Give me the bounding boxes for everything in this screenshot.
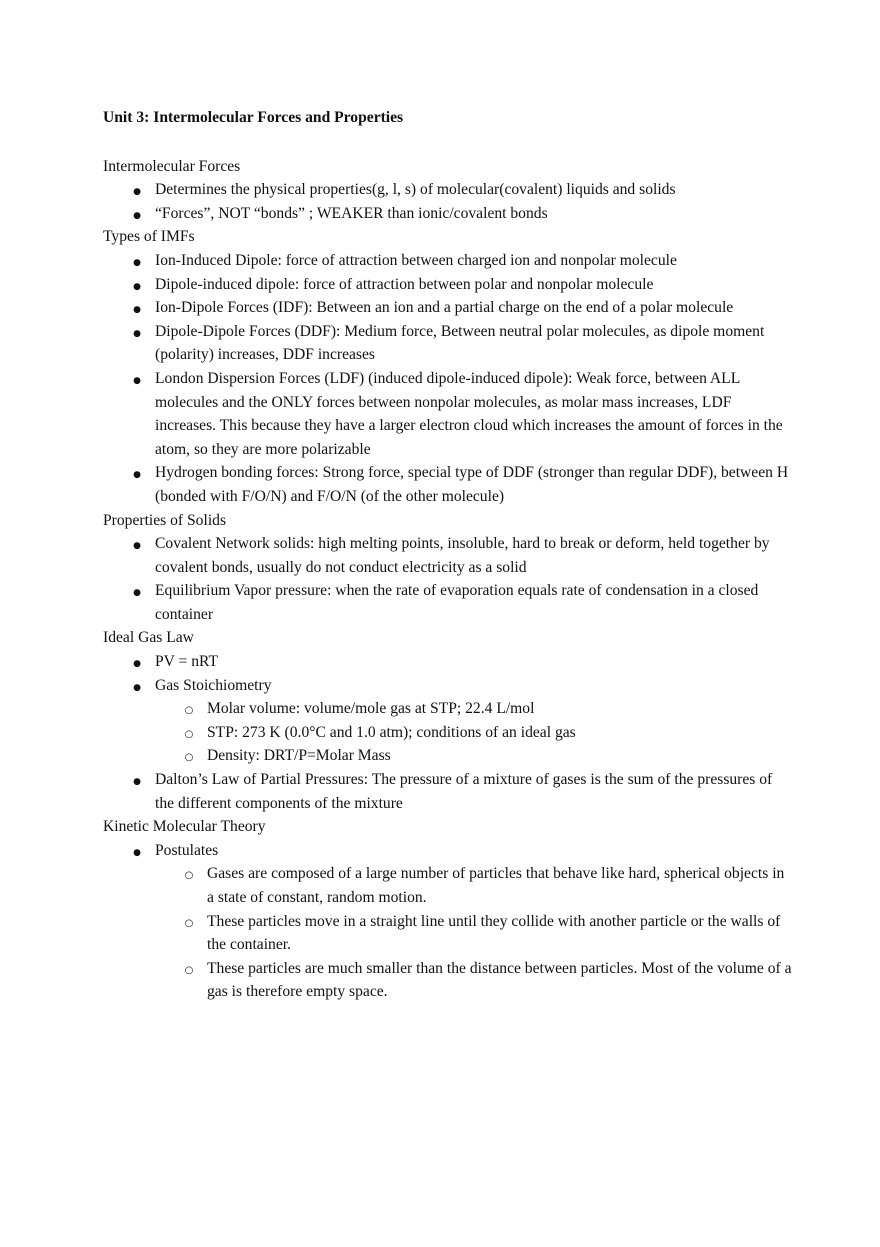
types-list <box>103 249 793 509</box>
bullet-icon <box>130 296 144 323</box>
list-item: ● Dalton’s Law of Partial Pressures: The pressure of a mixture of gases is the sum of the pressures of the different components of the mixture <box>103 768 793 815</box>
sub-list-item: ○ These particles are much smaller than the distance between particles. Most of the volume of a gas is therefore empty space. <box>155 957 793 1004</box>
page-title: Unit 3: Intermolecular Forces and Properties <box>103 109 404 126</box>
list-item: ● Ion-Dipole Forces (IDF): Between an ion and a partial charge on the end of a polar molecule <box>103 296 793 320</box>
section-heading-solids: Properties of Solids <box>103 511 227 529</box>
section-heading-types: Types of IMFs <box>103 228 195 246</box>
bullet-icon <box>130 532 144 559</box>
list-item: ● “Forces”, NOT “bonds” ; WEAKER than ionic/covalent bonds <box>103 202 793 226</box>
list-item: ● Hydrogen bonding forces: Strong force, special type of DDF (stronger than regular DDF), between H (bonded with F/O/N) and F/O/N (of the other molecule) <box>103 461 793 508</box>
sub-list-item: ○ STP: 273 K (0.0°C and 1.0 atm); conditions of an ideal gas <box>155 721 793 745</box>
list-item: ● Postulates ○ Gases are composed of a large number of particles that behave like hard, spherical objects in a state of constant, random motion. ○ These particles move in a straight line until they collide with another particle or the walls of the container. ○ These particles are much smaller than the distance between particles. Most of the volume of a gas is therefore empty space. <box>103 839 793 1004</box>
circle-bullet-icon <box>182 862 196 888</box>
solids-list <box>103 532 793 626</box>
circle-bullet-icon <box>182 910 196 936</box>
list-item: ● Dipole-induced dipole: force of attraction between polar and nonpolar molecule <box>103 273 793 297</box>
list-item: ● Dipole-Dipole Forces (DDF): Medium force, Between neutral polar molecules, as dipole moment (polarity) increases, DDF increases <box>103 320 793 367</box>
imf-list <box>103 178 793 225</box>
section-heading-imf: Intermolecular Forces <box>103 157 241 175</box>
sub-list-item: ○ Density: DRT/P=Molar Mass <box>155 744 793 768</box>
kmt-sublist <box>103 862 793 1004</box>
circle-bullet-icon <box>182 744 196 770</box>
list-item: ● PV = nRT <box>103 650 793 674</box>
list-item: ● Covalent Network solids: high melting points, insoluble, hard to break or deform, held together by covalent bonds, usually do not conduct electricity as a solid <box>103 532 793 579</box>
bullet-icon <box>130 249 144 276</box>
list-item: ● Ion-Induced Dipole: force of attraction between charged ion and nonpolar molecule <box>103 249 793 273</box>
list-item: ● Equilibrium Vapor pressure: when the rate of evaporation equals rate of condensation in a closed container <box>103 579 793 626</box>
document-body <box>103 106 793 1004</box>
list-item: ● Gas Stoichiometry ○ Molar volume: volume/mole gas at STP; 22.4 L/mol ○ STP: 273 K (0.0°C and 1.0 atm); conditions of an ideal gas ○ Density: DRT/P=Molar Mass <box>103 674 793 768</box>
bullet-icon <box>130 839 144 866</box>
circle-bullet-icon <box>182 721 196 747</box>
gas-list <box>103 650 793 815</box>
bullet-icon <box>130 320 144 347</box>
sub-list-item: ○ Gases are composed of a large number of particles that behave like hard, spherical objects in a state of constant, random motion. <box>155 862 793 909</box>
sub-list-item: ○ These particles move in a straight line until they collide with another particle or the walls of the container. <box>155 910 793 957</box>
bullet-icon <box>130 650 144 677</box>
bullet-icon <box>130 461 144 488</box>
sub-list-item: ○ Molar volume: volume/mole gas at STP; 22.4 L/mol <box>155 697 793 721</box>
bullet-icon <box>130 273 144 300</box>
bullet-icon <box>130 202 144 229</box>
circle-bullet-icon <box>182 697 196 723</box>
gas-sublist <box>103 697 793 768</box>
section-heading-gas: Ideal Gas Law <box>103 629 194 647</box>
kmt-list <box>103 839 793 1004</box>
list-item: ● Determines the physical properties(g, l, s) of molecular(covalent) liquids and solids <box>103 178 793 202</box>
circle-bullet-icon <box>182 957 196 983</box>
bullet-icon <box>130 768 144 795</box>
section-heading-kmt: Kinetic Molecular Theory <box>103 818 266 836</box>
bullet-icon <box>130 579 144 606</box>
list-item: ● London Dispersion Forces (LDF) (induced dipole-induced dipole): Weak force, between ALL molecules and the ONLY forces between nonpolar molecules, as molar mass increases, LDF increases. This because they have a larger electron cloud which increases the amount of forces in the atom, so they are more polarizable <box>103 367 793 461</box>
bullet-icon <box>130 178 144 205</box>
bullet-icon <box>130 674 144 701</box>
bullet-icon <box>130 367 144 394</box>
